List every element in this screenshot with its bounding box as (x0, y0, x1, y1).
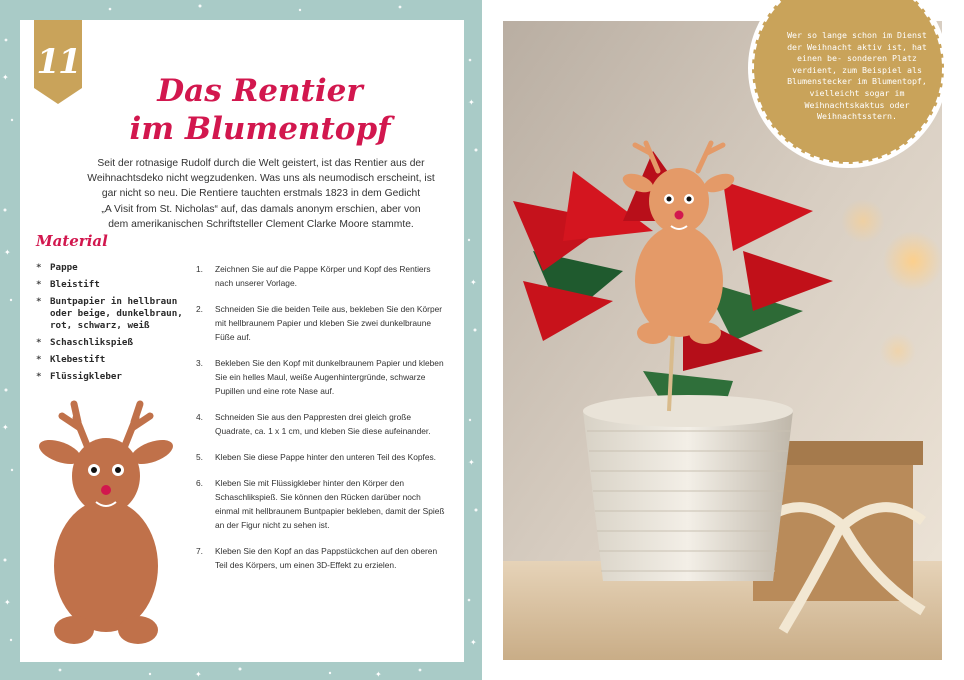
svg-text:✦: ✦ (4, 248, 11, 257)
step-item (196, 262, 446, 290)
reindeer-head (72, 438, 140, 514)
instruction-steps (196, 262, 446, 584)
intro-line: „A Visit from St. Nicholas“ auf, das damals anonym erschien, aber von (101, 203, 421, 215)
svg-text:✦: ✦ (468, 458, 475, 467)
step-text: Kleben Sie den Kopf an das Pappstückchen auf den oberen Teil des Körpers, um einen 3D-Effekt zu erzielen. (215, 546, 438, 570)
title-line-1: Das Rentier (157, 73, 363, 109)
svg-text:✦: ✦ (470, 278, 477, 287)
info-badge-text: Wer so lange schon im Dienst der Weihnacht aktiv ist, hat einen be- sonderen Platz verdient, zum Beispiel als Blumenstecker im Blumentopf, vielleicht sogar im Weihnachtskaktus oder Weihnachtsstern. (787, 30, 927, 122)
step-text: Kleben Sie mit Flüssigkleber hinter den Körper den Schaschlikspieß. Sie können den Rücken darüber noch einmal mit hellbraunem Buntpapier bekleben, damit der Spieß an der Figur nicht zu sehen ist. (215, 478, 445, 530)
step-item (196, 410, 446, 438)
svg-text:✦: ✦ (2, 73, 9, 82)
material-item: * Flüssigkleber (36, 371, 186, 383)
svg-text:✦: ✦ (2, 423, 9, 432)
intro-line: gar nicht so neu. Die Rentiere tauchten erstmals 1823 in dem Gedicht (101, 188, 421, 200)
reindeer-foot-right (118, 616, 158, 644)
antler-left-icon (62, 404, 88, 448)
antler-right-icon (124, 404, 150, 448)
material-item: * Schaschlikspieß (36, 337, 186, 349)
material-item: * Bleistift (36, 279, 186, 291)
step-number: 4. (196, 412, 203, 422)
step-text: Schneiden Sie aus den Pappresten drei gleich große Quadrate, ca. 1 x 1 cm, und kleben Sie diese aufeinander. (215, 412, 431, 436)
step-number: 7. (196, 546, 203, 556)
step-number: 2. (196, 304, 203, 314)
step-item (196, 544, 446, 572)
reindeer-body (54, 500, 158, 632)
page-number: 11 (36, 42, 80, 82)
step-text: Schneiden Sie die beiden Teile aus, bekleben Sie den Körper mit hellbraunem Papier und kleben Sie zwei dunkelbraune Füße auf. (215, 304, 443, 342)
reindeer-template-illustration (36, 398, 176, 648)
flower-pot (583, 395, 793, 581)
material-list (36, 262, 186, 388)
material-item: * Klebestift (36, 354, 186, 366)
intro-line: Weihnachtsdeko nicht wegzudenken. Was uns als neumodisch erscheint, ist (87, 173, 435, 185)
page-title (60, 72, 460, 148)
step-text: Kleben Sie diese Pappe hinter den unteren Teil des Kopfes. (215, 452, 437, 462)
svg-text:✦: ✦ (375, 670, 382, 679)
step-text: Zeichnen Sie auf die Pappe Körper und Kopf des Rentiers nach unserer Vorlage. (215, 264, 431, 288)
svg-text:✦: ✦ (4, 598, 11, 607)
step-item (196, 302, 446, 344)
step-number: 5. (196, 452, 203, 462)
svg-text:✦: ✦ (195, 670, 202, 679)
material-heading: Material (36, 232, 108, 250)
svg-text:✦: ✦ (470, 638, 477, 647)
title-line-2: im Blumentopf (129, 111, 391, 147)
step-number: 1. (196, 264, 203, 274)
step-item (196, 476, 446, 532)
material-item: * Buntpapier in hellbraun oder beige, dunkelbraun, rot, schwarz, weiß (36, 296, 186, 332)
material-item: * Pappe (36, 262, 186, 274)
svg-text:✦: ✦ (468, 98, 475, 107)
intro-paragraph (86, 156, 436, 232)
step-number: 3. (196, 358, 203, 368)
step-number: 6. (196, 478, 203, 488)
step-text: Bekleben Sie den Kopf mit dunkelbraunem Papier und kleben Sie ein helles Maul, weiße Augenhintergründe, schwarze Pupillen und eine rote Nase auf. (215, 358, 444, 396)
reindeer-foot-left (54, 616, 94, 644)
intro-line: Seit der rotnasige Rudolf durch die Welt geistert, ist das Rentier aus der (97, 158, 425, 169)
red-nose-icon (101, 485, 111, 495)
step-item (196, 356, 446, 398)
step-item (196, 450, 446, 464)
right-page (482, 0, 964, 680)
intro-line: dem amerikanischen Schriftsteller Clement Clarke Moore stammte. (108, 218, 414, 230)
